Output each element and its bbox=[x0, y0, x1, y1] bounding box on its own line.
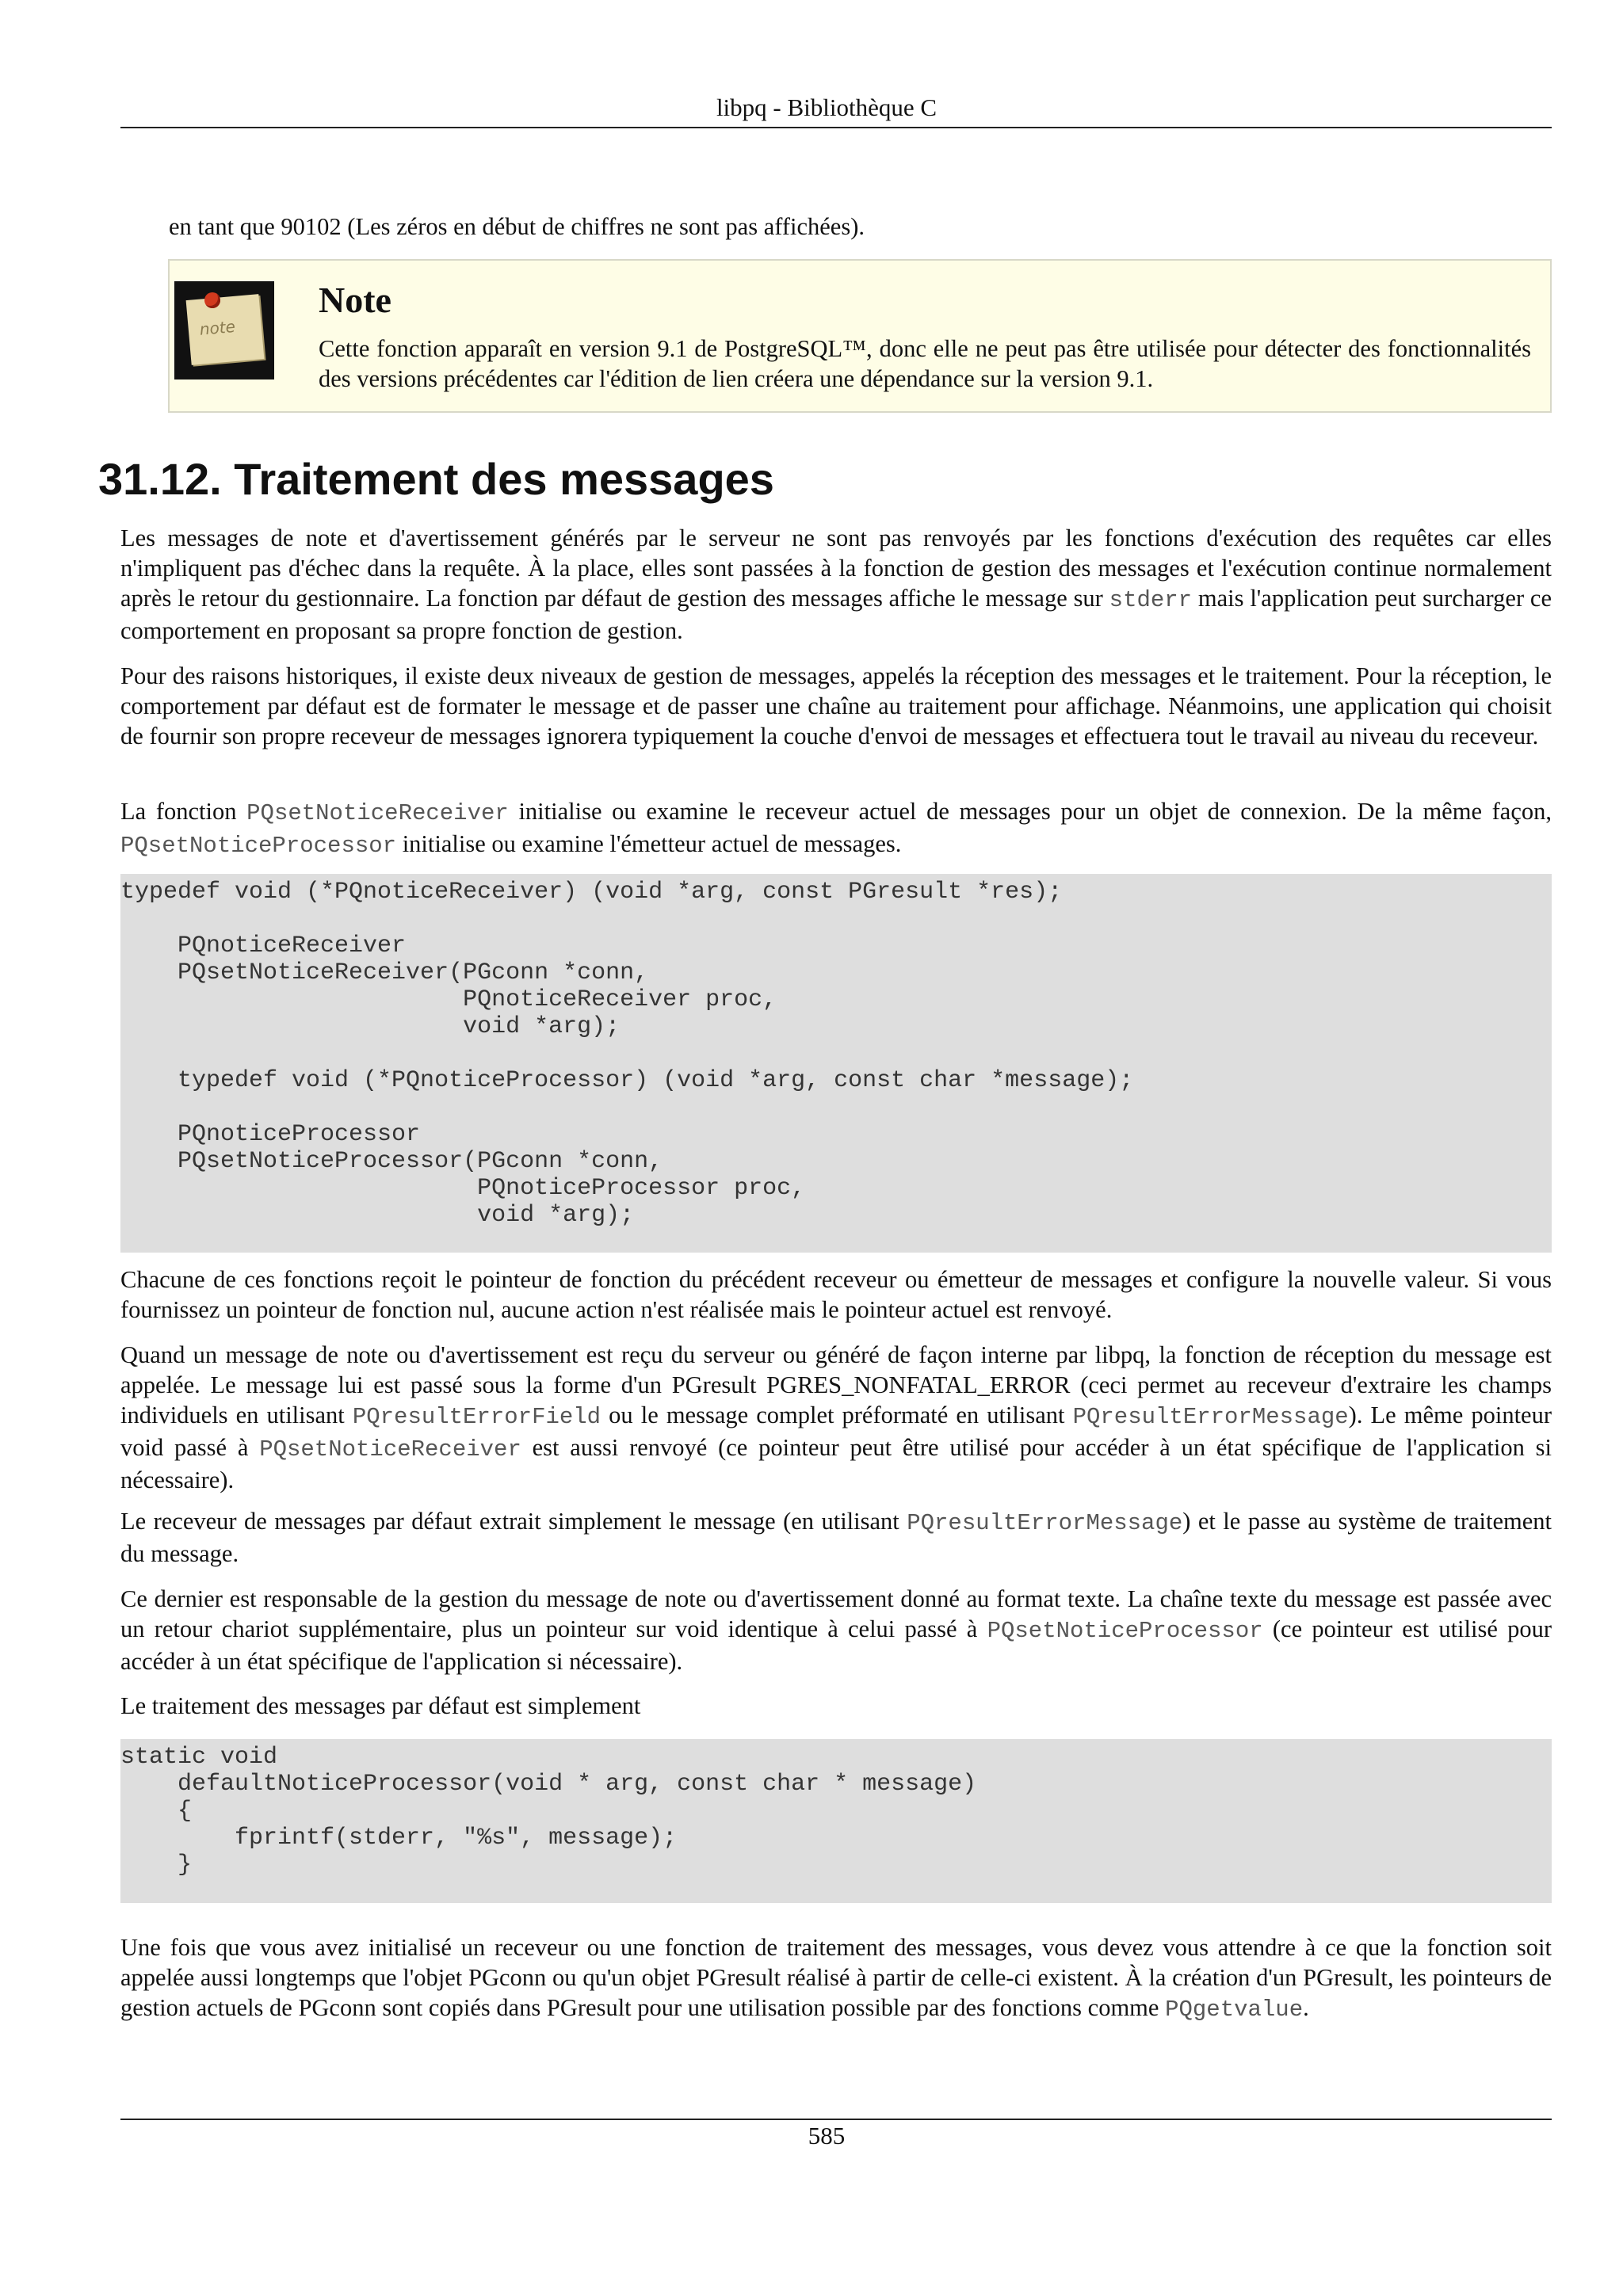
code-block-default-processor: static void defaultNoticeProcessor(void * arg, const char * message) { fprintf(stderr, "%s", message); } bbox=[120, 1739, 1552, 1903]
paragraph-8: Le traitement des messages par défaut est simplement bbox=[120, 1692, 641, 1719]
note-box bbox=[168, 259, 1552, 413]
inline-code: PQgetvalue bbox=[1165, 1997, 1304, 2023]
note-text: Cette fonction apparaît en version 9.1 de PostgreSQL™, donc elle ne peut pas être utilisée pour détecter des fonctionnalités des versions précédentes car l'édition de lien créera une dépendance sur la version 9.1. bbox=[319, 335, 1531, 392]
inline-code: PQsetNoticeReceiver bbox=[246, 800, 509, 826]
paragraph-9: Une fois que vous avez initialisé un receveur ou une fonction de traitement des messages, vous devez vous attendre à ce que la fonction soit appelée aussi longtemps que l'objet PGconn ou qu'un objet PGresult réalisé à partir de celle-ci existent. À la création d'un PGresult, les pointeurs de gestion actuels de PGconn sont copiés dans PGresult pour une utilisation possible par des fonctions comme PQgetvalue. bbox=[120, 1934, 1552, 2023]
inline-code: PQsetNoticeReceiver bbox=[259, 1436, 521, 1463]
paragraph-2: Pour des raisons historiques, il existe deux niveaux de gestion de messages, appelés la réception des messages et le traitement. Pour la réception, le comportement par défaut est de formater le message et de passer une chaîne au traitement pour affichage. Néanmoins, une application qui choisit de fournir son propre receveur de messages ignorera typiquement la couche d'envoi de messages et effectuera tout le travail au niveau du receveur. bbox=[120, 662, 1552, 749]
inline-code: stderr bbox=[1109, 587, 1193, 613]
header-rule bbox=[120, 127, 1552, 128]
paragraph-4: Chacune de ces fonctions reçoit le pointeur de fonction du précédent receveur ou émetteur de messages et configure la nouvelle valeur. Si vous fournissez un pointeur de fonction nul, aucune action n'est réalisée mais le pointeur actuel est renvoyé. bbox=[120, 1266, 1552, 1323]
paragraph-3: La fonction PQsetNoticeReceiver initialise ou examine le receveur actuel de messages pour un objet de connexion. De la même façon, PQsetNoticeProcessor initialise ou examine l'émetteur actuel de messages. bbox=[120, 798, 1552, 859]
code-block-prototypes: typedef void (*PQnoticeReceiver) (void *arg, const PGresult *res); PQnoticeReceiver PQsetNoticeReceiver(PGconn *conn, PQnoticeReceiver proc, void *arg); typedef void (*PQnoticeProcessor) (void *arg, const char *message); PQnoticeProcessor PQsetNoticeProcessor(PGconn *conn, PQnoticeProcessor proc, void *arg); bbox=[120, 874, 1552, 1253]
paragraph-1: Les messages de note et d'avertissement générés par le serveur ne sont pas renvoyés par les fonctions d'exécution des requêtes car elles n'impliquent pas d'échec dans la requête. À la place, elles sont passées à la fonction de gestion des messages et l'exécution continue normalement après le retour du gestionnaire. La fonction par défaut de gestion des messages affiche le message sur stderr mais l'application peut surcharger ce comportement en proposant sa propre fonction de gestion. bbox=[120, 524, 1552, 644]
note-title: Note bbox=[319, 280, 391, 320]
inline-code: PQsetNoticeProcessor bbox=[120, 833, 397, 859]
paragraph-7: Ce dernier est responsable de la gestion du message de note ou d'avertissement donné au format texte. La chaîne texte du message est passée avec un retour chariot supplémentaire, plus un pointeur sur void identique à celui passé à PQsetNoticeProcessor (ce pointeur est utilisé pour accéder à un état spécifique de l'application si nécessaire). bbox=[120, 1585, 1552, 1675]
intro-line: en tant que 90102 (Les zéros en début de chiffres ne sont pas affichées). bbox=[169, 213, 865, 240]
inline-code: PQsetNoticeProcessor bbox=[987, 1618, 1263, 1644]
note-icon: note bbox=[174, 281, 274, 379]
paragraph-5: Quand un message de note ou d'avertissement est reçu du serveur ou généré de façon interne par libpq, la fonction de réception du message est appelée. Le message lui est passé sous la forme d'un PGresult PGRES_NONFATAL_ERROR (ceci permet au receveur d'extraire les champs individuels en utilisant PQresultErrorField ou le message complet préformaté en utilisant PQresultErrorMessage). Le même pointeur void passé à PQsetNoticeReceiver est aussi renvoyé (ce pointeur peut être utilisé pour accéder à un état spécifique de l'application si nécessaire). bbox=[120, 1341, 1552, 1493]
inline-code: PQresultErrorMessage bbox=[907, 1510, 1183, 1536]
page-number: 585 bbox=[808, 2122, 846, 2149]
running-header: libpq - Bibliothèque C bbox=[716, 93, 938, 121]
section-title: 31.12. Traitement des messages bbox=[98, 454, 774, 504]
inline-code: PQresultErrorMessage bbox=[1072, 1404, 1349, 1430]
inline-code: PQresultErrorField bbox=[352, 1404, 601, 1430]
paragraph-6: Le receveur de messages par défaut extrait simplement le message (en utilisant PQresultErrorMessage) et le passe au système de traitement du message. bbox=[120, 1508, 1552, 1567]
